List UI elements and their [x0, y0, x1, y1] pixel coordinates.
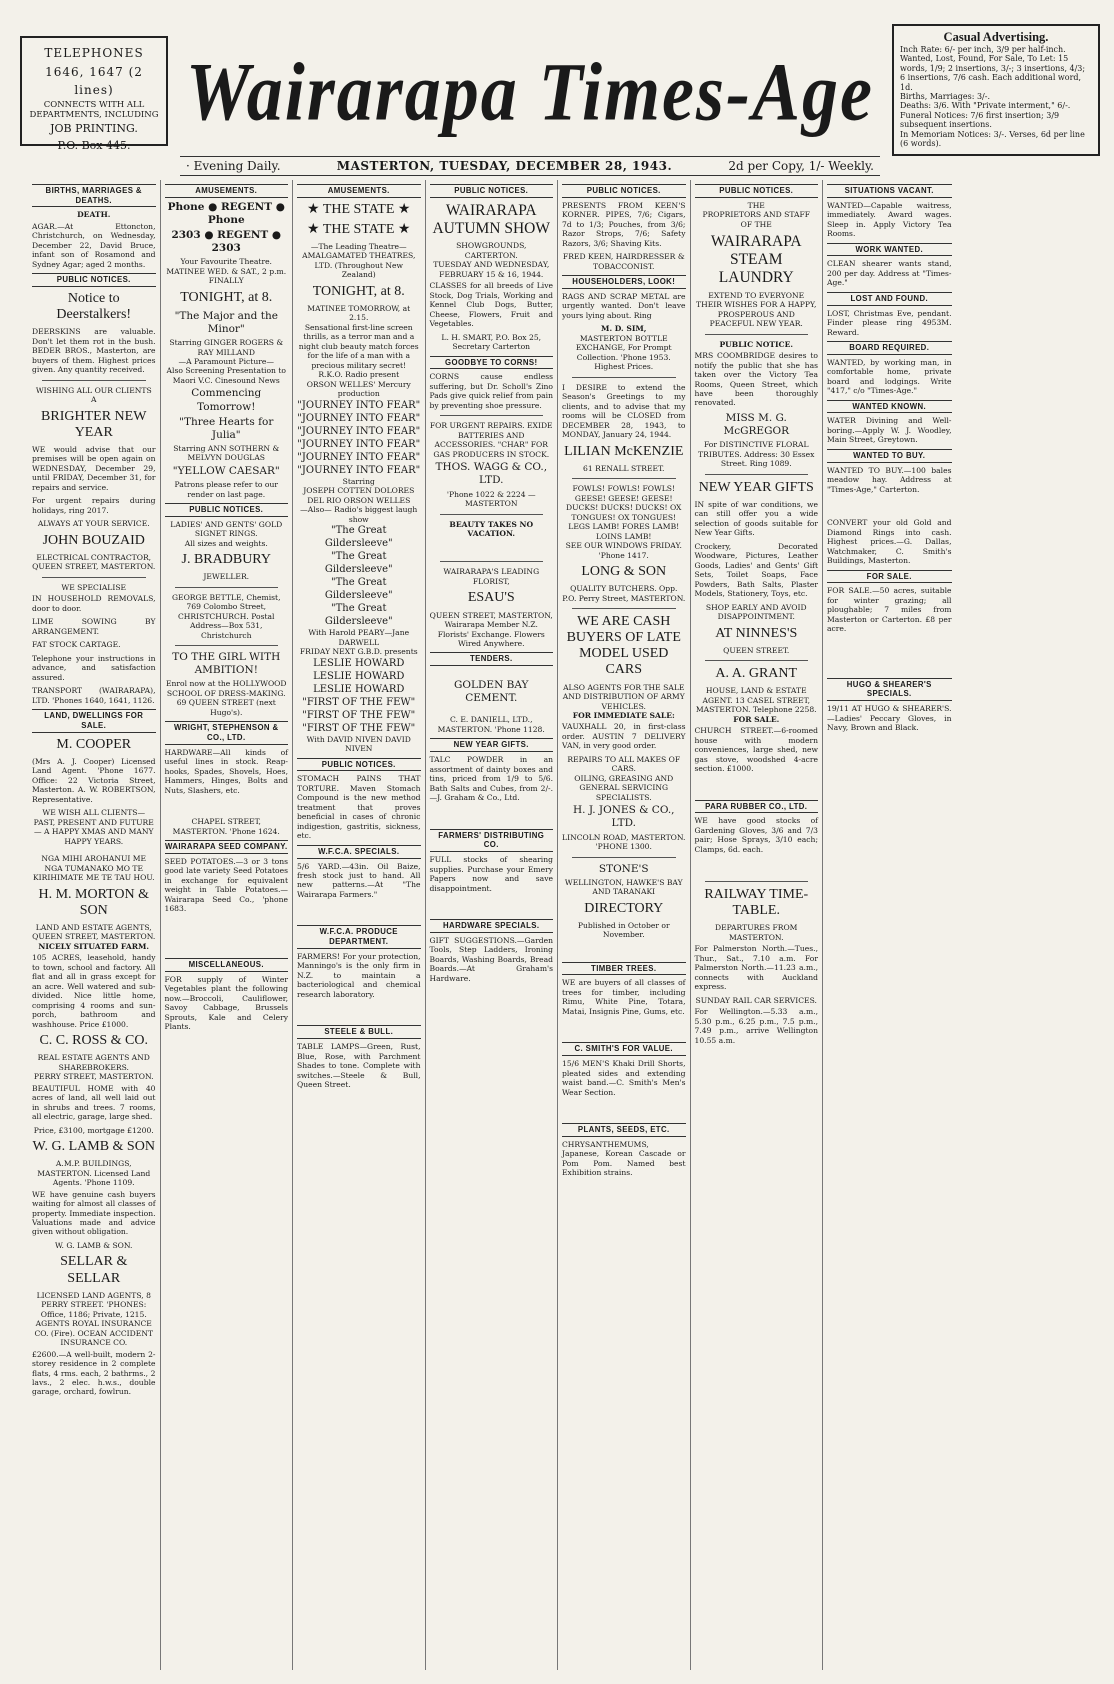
steele-text: TABLE LAMPS—Green, Rust, Blue, Rose, with Parchment Shades to tone. Complete with switches.—Steele & Bull, Queen Street.	[297, 1042, 421, 1089]
section-header: WORK WANTED.	[827, 243, 952, 257]
stomach-text: STOMACH PAINS THAT TORTURE. Maven Stomach Compound is the new method treatment that proves beneficial in cases of chronic indigestion, gastritis, sickness, etc.	[297, 774, 421, 841]
patrons-text: Patrons please refer to our render on last page.	[174, 480, 278, 499]
section-header: NEW YEAR GIFTS.	[430, 738, 554, 752]
column-1	[28, 180, 161, 1670]
classified-ad: WANTED, by working man, in comfortable home, private board and lodgings. Write "417," c/o "Times-Age."	[827, 357, 952, 396]
starring-text: Starring	[342, 476, 375, 486]
howard-list	[297, 657, 421, 696]
specialise-line: IN HOUSEHOLD REMOVALS, door to door.	[32, 594, 156, 613]
beauty-heading: BEAUTY TAKES NO VACATION.	[449, 519, 534, 538]
published-text: Published in October or November.	[577, 920, 670, 940]
dateline: MASTERTON, TUESDAY, DECEMBER 28, 1943.	[336, 159, 673, 173]
casual-line: In Memoriam Notices: 3/-. Verses, 6d per line (6 words).	[900, 129, 1085, 149]
favourite-theatre: Your Favourite Theatre.	[180, 257, 272, 267]
hardware-text: HARDWARE—All kinds of useful lines in stock. Reap-hooks, Spades, Shovels, Hoes, Hammers, Hinges, Bolts and Nuts, Slashers, etc.	[164, 747, 288, 795]
actor-name: LESLIE HOWARD	[313, 657, 405, 669]
divider	[42, 577, 146, 578]
wish-clients: WE WISH ALL CLIENTS— PAST, PRESENT AND FUTURE— A HAPPY XMAS AND MANY HAPPY YEARS.	[33, 808, 154, 846]
misc-text: FOR supply of Winter Vegetables plant the following now.—Broccoli, Cauliflower, Savoy Cabbage, Brussels Sprouts, Kale and Celery Plants.	[164, 974, 288, 1032]
cooper-text: (Mrs A. J. Cooper) Licensed Land Agent. 'Phone 1677. Office: 22 Victoria Street, Masterton. A. W. ROBERTSON, Representative.	[32, 756, 156, 804]
section-header: STEELE & BULL.	[297, 1025, 421, 1039]
death-notice: AGAR.—At Ettoncton, Christchurch, on Wednesday, December 22, David Bruce, infant son of Rosamond and Sydney Agar; aged 2 months.	[32, 221, 156, 269]
classified-ad: WANTED—Capable waitress, immediately. Award wages. Sleep in. Apply Victory Tea Rooms.	[827, 200, 952, 239]
film-title: "JOURNEY INTO FEAR"	[297, 464, 421, 476]
corns-text: CORNS cause endless suffering, but Dr. Scholl's Zino Pads give quick relief from pain by preventing shoe pressure.	[429, 372, 553, 410]
church-text: CHURCH STREET.—6-roomed house with modern conveniences, large shed, new gas stove, woodshed 4-acre section. £1000.	[694, 726, 818, 774]
immediate-sale: FOR IMMEDIATE SALE:	[572, 710, 675, 720]
film-stars: Starring ANN SOTHERN & MELVYN DOUGLAS	[173, 443, 280, 463]
specialise-line: Telephone your instructions in advance, and satisfaction assured.	[32, 653, 156, 682]
actor-name: LESLIE HOWARD	[313, 683, 405, 695]
classified-ad: LOST, Christmas Eve, pendant. Finder please ring 4953M. Reward.	[827, 308, 952, 337]
section-header: SITUATIONS VACANT.	[827, 184, 952, 198]
laundry-name: WAIRARAPA STEAM LAUNDRY	[710, 233, 802, 286]
film-title: "FIRST OF THE FEW"	[302, 722, 416, 734]
specialise-line: LIME SOWING BY ARRANGEMENT.	[32, 617, 156, 636]
lamb-sub: A.M.P. BUILDINGS, MASTERTON. Licensed Land Agents. 'Phone 1109.	[37, 1159, 151, 1188]
section-header: PUBLIC NOTICES.	[430, 184, 554, 198]
crockery-text: Crockery, Decorated Woodware, Pictures, Leather Goods, Ladies' and Gents' Gift Sets, Toilet Soaps, Face Powders, Bath Salts, Plaster Models, Stationery, Toys, etc.	[694, 541, 818, 599]
bradbury-name: J. BRADBURY	[181, 552, 271, 568]
column-7	[823, 180, 956, 1670]
specialise-line: FAT STOCK CARTAGE.	[32, 640, 121, 650]
morton-name: H. M. MORTON & SON	[38, 886, 150, 918]
ross-text: BEAUTIFUL HOME with 40 acres of land, all well laid out in shrubs and trees. 7 rooms, all electric, garage, large shed.	[32, 1083, 156, 1122]
transport-text: TRANSPORT (WAIRARAPA), LTD. 'Phones 1640, 1641, 1126.	[32, 686, 156, 705]
golden-bay-cement: GOLDEN BAY CEMENT.	[454, 679, 529, 705]
bouzaid-address: ELECTRICAL CONTRACTOR, QUEEN STREET, MASTERTON.	[32, 552, 156, 572]
matinee-times: MATINEE WED. & SAT., 2 p.m.	[166, 266, 287, 276]
actor-name: LESLIE HOWARD	[313, 670, 405, 682]
railway-heading: RAILWAY TIME-TABLE.	[704, 887, 809, 919]
mcgregor-sub: For DISTINCTIVE FLORAL TRIBUTES. Address: 30 Essex Street. Ring 1089.	[698, 440, 815, 469]
cash-buyers: WE ARE CASH BUYERS OF LATE MODEL USED CARS	[566, 614, 681, 678]
show-classes: CLASSES for all breeds of Live Stock, Dog Trials, Working and Kennel Club Dogs, Butter, Cheese, Flowers, Fruit and Vegetables.	[429, 281, 553, 329]
evening-daily: · Evening Daily.	[186, 159, 281, 173]
casual-line: Wanted, Lost, Found, For Sale, To Let: 15 words, 1/9; 2 insertions, 3/-; 3 insertions, 4/3; 6 insertions, 7/6 cash. Each additional word, 1d.	[900, 54, 1086, 92]
florist-heading: WAIRARAPA'S LEADING FLORIST,	[443, 567, 540, 586]
divider	[440, 514, 544, 515]
maori-greeting: NGA MIHI AROHANUI ME NGA TUMANAKO MO TE KIRIHIMATE ME TE TAU HOU.	[32, 854, 155, 883]
film-title: "JOURNEY INTO FEAR"	[297, 399, 421, 411]
classified-ad: WANTED TO BUY.—100 bales meadow hay. Address at "Times-Age," Carterton.	[827, 465, 952, 494]
section-header: HARDWARE SPECIALS.	[430, 919, 554, 933]
casual-line: Inch Rate: 6/- per inch, 3/9 per half-inch.	[900, 44, 1066, 54]
section-header: PUBLIC NOTICES.	[32, 273, 156, 287]
commencing-tomorrow: Commencing Tomorrow!	[191, 387, 262, 413]
extend-text: EXTEND TO EVERYONE THEIR WISHES FOR A HAPPY, PROSPEROUS AND PEACEFUL NEW YEAR.	[696, 290, 817, 329]
the-text: THE	[747, 200, 765, 210]
telephones-numbers: 1646, 1647 (2 lines)	[45, 64, 143, 98]
section-header: WANTED TO BUY.	[827, 449, 952, 463]
house-text: RAGS AND SCRAP METAL are urgently wanted. Don't leave yours lying about. Ring	[562, 291, 686, 320]
state-theatre: ★ THE STATE ★	[307, 201, 411, 217]
divider	[705, 660, 809, 661]
tonight-heading: TONIGHT, at 8.	[180, 289, 273, 305]
repairs-text: REPAIRS TO ALL MAKES OF CARS.	[567, 754, 681, 774]
rko-text: R.K.O. Radio present	[318, 370, 400, 380]
section-header: WANTED KNOWN.	[827, 400, 952, 414]
coombs-text: MRS COOMBRIDGE desires to notify the public that she has taken over the Victory Tea Rooms, Queen Street, which have been thoroughly renovated.	[694, 351, 818, 408]
divider	[705, 881, 809, 882]
paramount-text: —A Paramount Picture—	[178, 357, 274, 366]
divider	[572, 608, 676, 609]
also-screening: Also Screening Presentation to Maori V.C. Cinesound News	[166, 366, 286, 385]
gildersleeve-list	[297, 524, 421, 628]
classified-ad: 19/11 AT HUGO & SHEARER'S.—Ladies' Peccary Gloves, in Navy, Brown and Black.	[827, 704, 952, 733]
casual-advertising-box	[892, 24, 1100, 156]
also-text: —Also— Radio's biggest laugh show	[300, 505, 418, 524]
directory-heading: DIRECTORY	[584, 900, 664, 916]
classified-ad: FOR SALE.—50 acres, suitable for winter grazing; all ploughable; 7 miles from Masterton or Carterton. £8 per acre.	[827, 586, 952, 634]
masthead	[20, 18, 1100, 178]
lamb-name: W. G. LAMB & SON	[32, 1139, 155, 1154]
esaus-name: ESAU'S	[467, 590, 515, 606]
smith-text: 15/6 MEN'S Khaki Drill Shorts, pleated sides and extending waist band.—C. Smith's Men's Wear Section.	[562, 1059, 686, 1097]
long-name: LONG & SON	[581, 564, 667, 580]
farmers-text: FULL stocks of shearing supplies. Purchase your Emery Papers now and save disappointment.	[429, 855, 553, 893]
lilian-name: LILIAN McKENZIE	[564, 443, 684, 459]
state-theatre: ★ THE STATE ★	[307, 221, 411, 237]
section-header: W.F.C.A. SPECIALS.	[297, 845, 421, 859]
desire-text: I DESIRE to extend the Season's Greetings to my clients, and to advise that my rooms will be CLOSED from DECEMBER 28, 1943, to MONDAY, January 24, 1944.	[562, 382, 686, 440]
sellar-name: SELLAR & SELLAR	[60, 1254, 128, 1286]
shop-early: SHOP EARLY AND AVOID DISAPPOINTMENT.	[705, 602, 807, 622]
section-header: AMUSEMENTS.	[297, 184, 421, 198]
sellar-text: £2600.—A well-built, modern 2-storey residence in 2 complete flats, 4 rms. each, 2 bathrms., 2 lavs., 2 elec. h.w.s., double garage, orchard, fowlrun.	[32, 1349, 156, 1397]
showgrounds: SHOWGROUNDS, CARTERTON.	[456, 241, 527, 260]
specialise-heading: WE SPECIALISE	[61, 582, 127, 592]
jones-sub: LINCOLN ROAD, MASTERTON. 'PHONE 1300.	[562, 832, 686, 852]
farm-text: 105 ACRES, leasehold, handy to town, school and factory. All flat and all in grass except for an acre. Well watered and sub-divided. Nice little home, comprising 4 rooms and sun-porch, bathroom and washhouse. Price £1000.	[32, 953, 156, 1029]
produce-text: FARMERS! For your protection, Manningo's is the only firm in N.Z. to maintain a bacteriological and chemical research laboratory.	[297, 951, 421, 999]
film-title: "JOURNEY INTO FEAR"	[297, 438, 421, 450]
morton-address: LAND AND ESTATE AGENTS, QUEEN STREET, MASTERTON.	[32, 922, 156, 942]
timber-text: WE are buyers of all classes of trees for timber, including Rimu, White Pine, Totara, Matai, Insignis Pine, Gums, etc.	[562, 978, 686, 1016]
seed-text: SEED POTATOES.—3 or 3 tons good late variety Seed Potatoes in exchange for equivalent weight in Table Potatoes.—Wairarapa Seed Co., 'phone 1683.	[164, 856, 288, 914]
keen-sign: FRED KEEN, HAIRDRESSER & TOBACCONIST.	[562, 252, 685, 271]
section-header: BOARD REQUIRED.	[827, 341, 952, 355]
vauxhall-text: VAUXHALL 20, in first-class order. AUSTIN 7 DELIVERY VAN, in very good order.	[562, 722, 686, 751]
stones-name: STONE'S	[598, 862, 649, 875]
departures-heading: DEPARTURES FROM MASTERTON.	[715, 923, 798, 942]
telephones-box	[20, 36, 168, 153]
death-heading: DEATH.	[77, 210, 111, 220]
film-stars: Starring GINGER ROGERS & RAY MILLAND	[169, 338, 284, 357]
column-5	[558, 180, 691, 1670]
divider	[440, 415, 544, 416]
hardware-text: GIFT SUGGESTIONS.—Garden Tools, Step Ladders, Ironing Boards, Washing Boards, Bread Boards.—At Graham's Hardware.	[429, 935, 553, 983]
for-sale: FOR SALE.	[733, 714, 780, 724]
column-6	[691, 180, 824, 1670]
section-header: FARMERS' DISTRIBUTING CO.	[430, 829, 554, 852]
divider	[175, 645, 279, 646]
section-header: AMUSEMENTS.	[165, 184, 289, 198]
divider	[42, 380, 146, 381]
divider	[705, 334, 809, 335]
regent-phone-line: Phone ● REGENT ● Phone	[167, 200, 285, 226]
casual-line: Funeral Notices: 7/6 first insertion; 3/9 subsequent insertions.	[900, 110, 1060, 130]
film-title: "The Great Gildersleeve"	[324, 577, 393, 602]
mcgregor-name: MISS M. G. McGREGOR	[723, 411, 789, 438]
window-text: SEE OUR WINDOWS FRIDAY. 'Phone 1417.	[565, 541, 682, 560]
film-title: "The Great Gildersleeve"	[324, 603, 393, 628]
film-title: "JOURNEY INTO FEAR"	[297, 412, 421, 424]
esaus-text: QUEEN STREET, MASTERTON, Wairarapa Member N.Z. Florists' Exchange. Flowers Wired Anywhere.	[429, 610, 553, 648]
wagg-name: THOS. WAGG & CO., LTD.	[435, 461, 548, 487]
welles-text: ORSON WELLES' Mercury production	[306, 379, 411, 399]
section-header: BIRTHS, MARRIAGES & DEATHS.	[32, 184, 156, 207]
bettle-text: GEORGE BETTLE, Chemist, 769 Colombo Street, CHRISTCHURCH. Postal Address—Box 531, Christchurch	[171, 592, 281, 640]
long-sub: QUALITY BUTCHERS. Opp. P.O. Perry Street, MASTERTON.	[562, 584, 686, 603]
ninnes-street: QUEEN STREET.	[723, 645, 790, 655]
section-header: LAND, DWELLINGS FOR SALE.	[32, 709, 156, 732]
ninnes-name: AT NINNES'S	[715, 625, 798, 641]
ross-price: Price, £3100, mortgage £1200.	[33, 1125, 154, 1135]
oiling-text: OILING, GREASING AND GENERAL SERVICING SPECIALISTS.	[574, 773, 674, 802]
jones-name: H. J. JONES & CO., LTD.	[573, 804, 675, 830]
cast-text: JOSEPH COTTEN DOLORES DEL RIO ORSON WELLES	[303, 486, 415, 505]
tonight-heading: TONIGHT, at 8.	[312, 283, 405, 299]
gifts-text: TALC POWDER in an assortment of dainty boxes and tins, priced from 1/9 to 5/6. Bath Salts and Cubes, from 2/-.—J. Graham & Co., Ltd.	[429, 755, 553, 803]
divider	[705, 474, 809, 475]
film-title: "JOURNEY INTO FEAR"	[297, 425, 421, 437]
telephones-title: TELEPHONES	[44, 46, 144, 60]
leading-theatre: —The Leading Theatre— AMALGAMATED THEATRES, LTD. (Throughout New Zealand)	[302, 241, 416, 280]
section-header: PARA RUBBER CO., LTD.	[695, 800, 819, 814]
public-notice: PUBLIC NOTICE.	[719, 339, 794, 349]
ross-street: PERRY STREET, MASTERTON.	[33, 1072, 154, 1082]
wfca-text: 5/6 YARD.—43in. Oil Baize, fresh stock just to hand. All new patterns.—At "The Wairarapa Farmers."	[297, 861, 421, 899]
section-header: PLANTS, SEEDS, ETC.	[562, 1123, 686, 1137]
ross-sub: REAL ESTATE AGENTS AND SHAREBROKERS.	[37, 1053, 150, 1072]
brighter-new-year: BRIGHTER NEW YEAR	[41, 408, 147, 440]
lamb-sign: W. G. LAMB & SON.	[55, 1240, 133, 1250]
newspaper-title: Wairarapa Times-Age	[186, 46, 874, 139]
wagg-phone: 'Phone 1022 & 2224 — MASTERTON	[446, 489, 536, 509]
section-header: TIMBER TREES.	[562, 962, 686, 976]
notice-text: WE would advise that our premises will be open again on WEDNESDAY, December 29, until FRIDAY, December 31, for repairs and service.	[32, 444, 156, 492]
fowls-text: FOWLS! FOWLS! FOWLS! GEESE! GEESE! GEESE! DUCKS! DUCKS! DUCKS! OX TONGUES! OX TONGUES! LEGS LAMB! FORES LAMB! LOINS LAMB!	[566, 484, 682, 541]
autumn-show: WAIRARAPA AUTUMN SHOW	[432, 201, 551, 237]
po-box: P.O. Box 445.	[57, 139, 131, 153]
film-title: "JOURNEY INTO FEAR"	[297, 451, 421, 463]
daniell-text: C. E. DANIELL, LTD., MASTERTON. 'Phone 1128.	[437, 715, 545, 734]
sim-name: M. D. SIM,	[601, 324, 647, 334]
sunday-heading: SUNDAY RAIL CAR SERVICES.	[695, 995, 817, 1005]
divider	[572, 377, 676, 378]
section-header: FOR SALE.	[827, 570, 952, 584]
divider	[440, 561, 544, 562]
rail-text: For Palmerston North.—Tues., Thur., Sat., 7.10 a.m. For Palmerston North.—11.23 a.m., connects with Auckland express.	[694, 944, 818, 992]
column-3	[293, 180, 426, 1670]
film-title: "The Great Gildersleeve"	[324, 525, 393, 550]
niven-text: With DAVID NIVEN DAVID NIVEN	[306, 734, 411, 754]
grant-name: A. A. GRANT	[715, 666, 798, 682]
show-secretary: L. H. SMART, P.O. Box 25, Secretary Carterton	[441, 332, 542, 352]
column-4	[426, 180, 559, 1670]
harold-text: With Harold PEARY—Jane DARWELL	[308, 628, 410, 647]
grant-sub: HOUSE, LAND & ESTATE AGENT. 13 CASEL STREET, MASTERTON. Telephone 2258.	[695, 686, 817, 715]
sellar-sub: LICENSED LAND AGENTS, 8 PERRY STREET. 'PHONES: Office, 1186; Private, 1215.	[36, 1290, 151, 1319]
wishing-text: WISHING ALL OUR CLIENTS	[35, 385, 152, 395]
urgent-repairs: For urgent repairs during holidays, ring 2017.	[32, 496, 156, 515]
few-list	[297, 696, 421, 735]
section-header: C. SMITH'S FOR VALUE.	[562, 1042, 686, 1056]
show-dates: TUESDAY AND WEDNESDAY, FEBRUARY 15 & 16, 1944.	[433, 260, 550, 279]
section-header: GOODBYE TO CORNS!	[430, 356, 554, 370]
lamb-text: WE have genuine cash buyers waiting for almost all classes of property. Immediate inspection. Valuations made and advice given without obligation.	[32, 1189, 156, 1237]
journey-list	[297, 399, 421, 477]
film-title: "Three Hearts for Julia"	[179, 415, 274, 441]
job-printing: JOB PRINTING.	[50, 122, 138, 136]
proprietors-text: PROPRIETORS AND STAFF	[702, 210, 811, 220]
ny-gifts-text: IN spite of war conditions, we can still offer you a wide selection of goods suitable for New Year Gifts.	[694, 499, 818, 538]
para-text: WE have good stocks of Gardening Gloves, 3/6 and 7/3 pair; Hose Sprays, 3/10 each; Clamps, 6d. each.	[694, 816, 818, 854]
dateline-bar	[180, 156, 880, 176]
connects-text: CONNECTS WITH ALL DEPARTMENTS, INCLUDING	[29, 99, 159, 120]
section-header: PUBLIC NOTICES.	[695, 184, 819, 198]
page-columns	[28, 180, 1088, 1670]
section-header: HUGO & SHEARER'S SPECIALS.	[827, 678, 952, 701]
film-title: "FIRST OF THE FEW"	[302, 709, 416, 721]
section-header: TENDERS.	[430, 652, 554, 666]
matinee-tomorrow: MATINEE TOMORROW, at 2.15.	[307, 303, 411, 323]
rings-text: LADIES' AND GENTS' GOLD SIGNET RINGS.	[170, 519, 283, 539]
divider	[572, 478, 676, 479]
sizes-text: All sizes and weights.	[184, 538, 268, 548]
ambition-heading: TO THE GIRL WITH AMBITION!	[172, 651, 281, 677]
repairs-text: FOR URGENT REPAIRS. EXIDE BATTERIES AND ACCESSORIES. "CHAR" FOR GAS PRODUCERS IN STOCK.	[429, 421, 553, 459]
agents-for: ALSO AGENTS FOR THE SALE AND DISTRIBUTION OF ARMY VEHICLES.	[562, 682, 685, 711]
jeweller-text: JEWELLER.	[203, 572, 250, 582]
plants-text: CHRYSANTHEMUMS, Japanese, Korean Cascade or Pom Pom. Named best Exhibition strains.	[562, 1139, 686, 1178]
divider	[572, 857, 676, 858]
price: 2d per Copy, 1/- Weekly.	[728, 159, 874, 173]
column-2	[161, 180, 294, 1670]
section-header: MISCELLANEOUS.	[165, 958, 289, 972]
dress-school: Enrol now at the HOLLYWOOD SCHOOL OF DRESS-MAKING. 69 QUEEN STREET (next Hugo's).	[165, 679, 287, 717]
deerstalkers-text: DEERSKINS are valuable. Don't let them rot in the bush. BEDER BROS., Masterton, are buyers of them. Highest prices given. Any quantity received.	[32, 327, 156, 375]
section-header: WAIRARAPA SEED COMPANY.	[165, 840, 289, 854]
section-header: PUBLIC NOTICES.	[165, 503, 289, 517]
film-title: "The Major and the Minor"	[174, 309, 278, 335]
sensational-text: Sensational first-line screen thrills, as a terror man and a night club beauty match forces for the life of a man with a precious military secret!	[298, 322, 419, 370]
keen-text: PRESENTS FROM KEEN'S KORNER. PIPES, 7/6; Cigars, 7d to 1/3; Pouches, from 3/6; Razor Strops, 7/6; Safety Razors, 3/6; Shaving Kits.	[562, 200, 686, 248]
chapel-street: CHAPEL STREET, MASTERTON. 'Phone 1624.	[172, 817, 280, 836]
section-header: LOST AND FOUND.	[827, 292, 952, 306]
finally-text: FINALLY	[208, 276, 244, 286]
film-title: "FIRST OF THE FEW"	[302, 696, 416, 708]
bouzaid-name: JOHN BOUZAID	[42, 532, 145, 548]
lilian-address: 61 RENALL STREET.	[583, 463, 665, 473]
casual-title: Casual Advertising.	[943, 30, 1049, 44]
farm-heading: NICELY SITUATED FARM.	[38, 941, 150, 951]
sunday-text: For Wellington.—5.33 a.m., 5.30 p.m., 6.25 p.m., 7.5 p.m., 7.49 p.m., arrive Wellington 10.55 a.m.	[694, 1007, 818, 1045]
section-header: HOUSEHOLDERS, LOOK!	[562, 275, 686, 289]
of-the-text: OF THE	[740, 219, 772, 229]
section-header: PUBLIC NOTICES.	[297, 758, 421, 772]
sellar-agents: AGENTS ROYAL INSURANCE CO. (Fire). OCEAN ACCIDENT INSURANCE CO.	[34, 1319, 154, 1348]
film-title: "The Great Gildersleeve"	[324, 551, 393, 576]
regent-phone-line: 2303 ● REGENT ● 2303	[171, 228, 282, 255]
ross-name: C. C. ROSS & CO.	[39, 1033, 149, 1049]
casual-line: Deaths: 3/6. With "Private interment," 6/-.	[900, 101, 1071, 111]
sim-sub: MASTERTON BOTTLE EXCHANGE, For Prompt Collection. 'Phone 1953. Highest Prices.	[575, 333, 672, 372]
always-text: ALWAYS AT YOUR SERVICE.	[37, 519, 150, 529]
deerstalkers-heading: Notice to Deerstalkers!	[56, 291, 132, 323]
stones-sub: WELLINGTON, HAWKE'S BAY AND TARANAKI	[564, 877, 683, 897]
section-header: W.F.C.A. PRODUCE DEPARTMENT.	[297, 925, 421, 948]
classified-ad: CLEAN shearer wants stand, 200 per day. Address at "Times-Age."	[827, 259, 952, 288]
casual-line: Births, Marriages: 3/-.	[900, 91, 990, 101]
classified-ad: CONVERT your old Gold and Diamond Rings into cash. Highest prices.—G. Dallas, Watchmaker, C. Smith's Buildings, Masterton.	[827, 518, 952, 566]
section-header: PUBLIC NOTICES.	[562, 184, 686, 198]
a-text: A	[91, 395, 97, 405]
section-header: WRIGHT, STEPHENSON & CO., LTD.	[165, 721, 289, 744]
cooper-name: M. COOPER	[56, 736, 132, 752]
friday-next: FRIDAY NEXT G.B.D. presents	[299, 647, 418, 657]
ny-gifts-heading: NEW YEAR GIFTS	[698, 479, 814, 495]
divider	[175, 587, 279, 588]
film-title: "YELLOW CAESAR"	[172, 464, 280, 477]
classified-ad: WATER Divining and Well-boring.—Apply W. J. Woodley, Main Street, Greytown.	[827, 416, 952, 445]
